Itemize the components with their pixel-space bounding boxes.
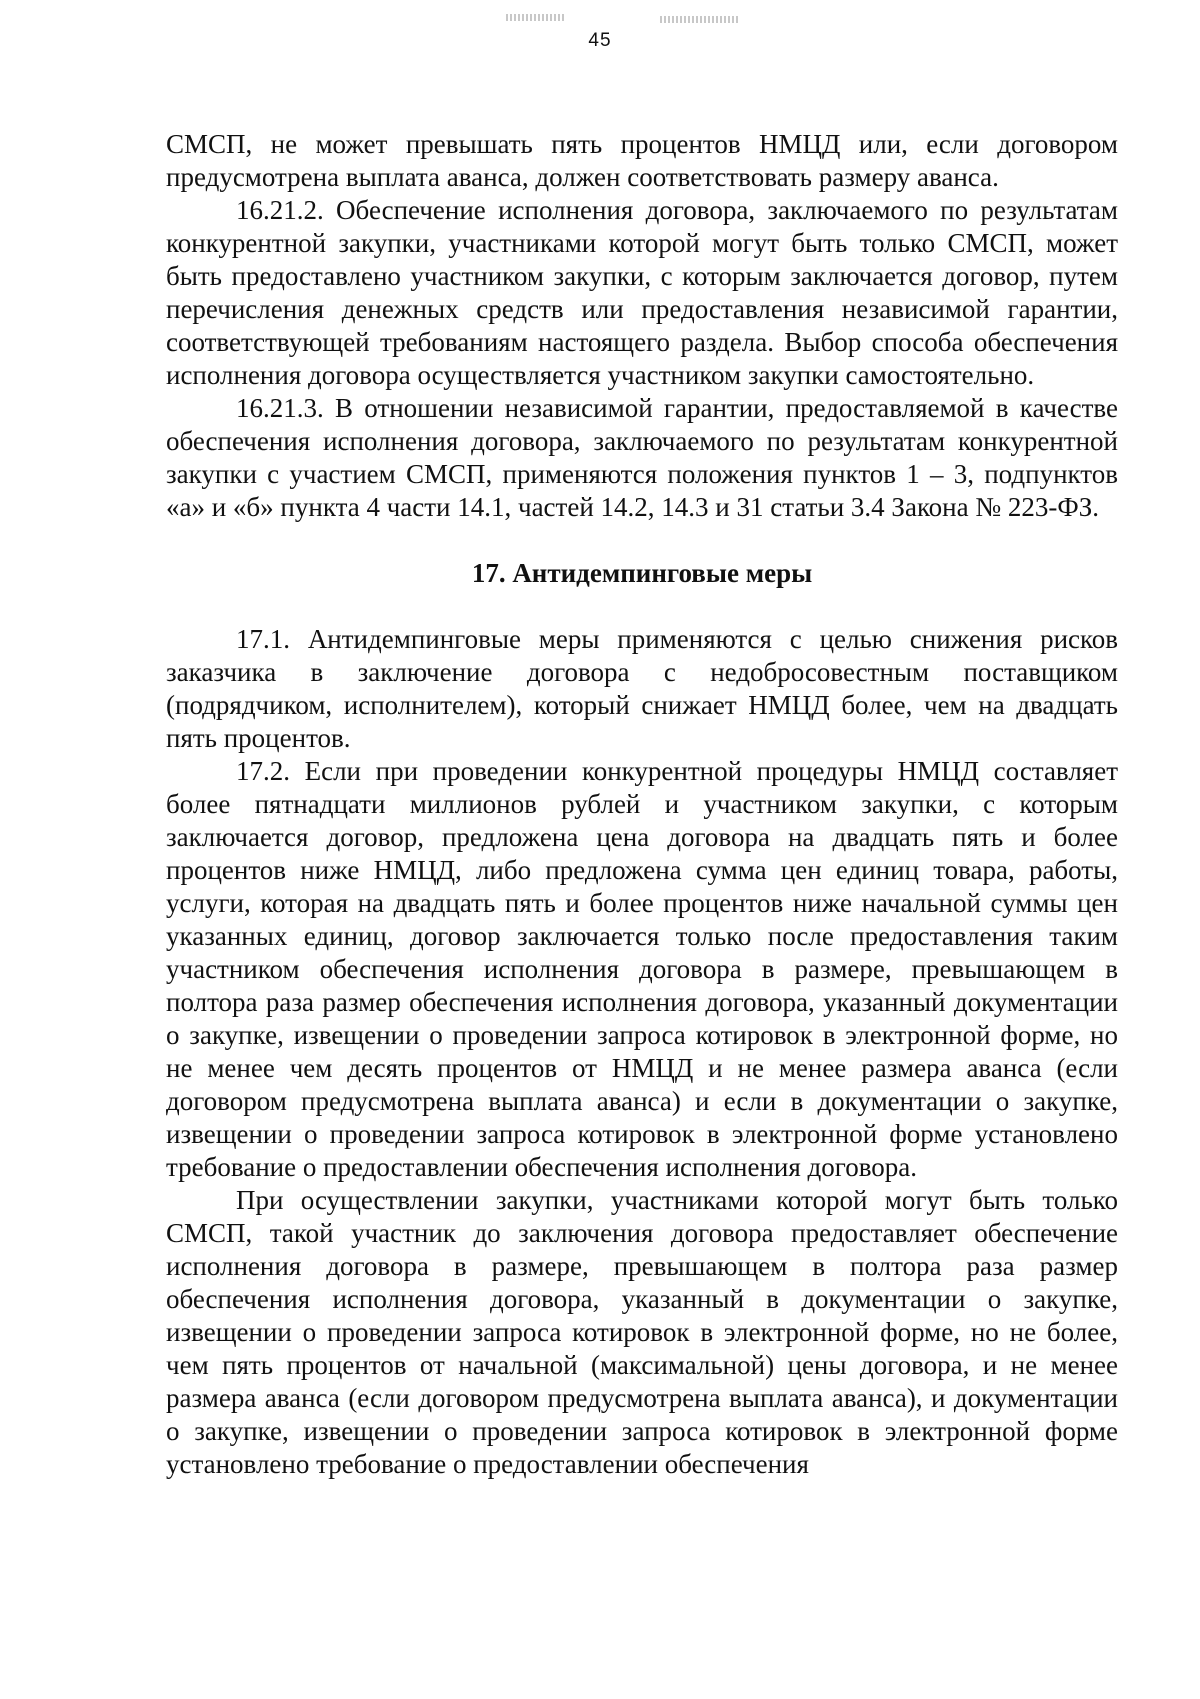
page-number: 45 bbox=[588, 30, 612, 51]
paragraph: 17.1. Антидемпинговые меры применяются с целью снижения рисков заказчика в заключение договора с недобросовестным поставщиком (подрядчиком, исполнителем), который снижает НМЦД более, чем на двадцать пять процентов. bbox=[166, 624, 1118, 753]
paragraph: 16.21.2. Обеспечение исполнения договора, заключаемого по результатам конкурентной закупки, участниками которой могут быть только СМСП, может быть предоставлено участником закупки, с которым заключается договор, путем перечисления денежных средств или предоставления независимой гарантии, соответствующей требованиям настоящего раздела. Выбор способа обеспечения исполнения договора осуществляется участником закупки самостоятельно. bbox=[166, 195, 1118, 390]
scan-artifact bbox=[506, 14, 566, 21]
section-heading: 17. Антидемпинговые меры bbox=[471, 558, 813, 588]
paragraph: 17.2. Если при проведении конкурентной процедуры НМЦД составляет более пятнадцати миллионов рублей и участником закупки, с которым заключается договор, предложена цена договора на двадцать пять и более процентов ниже НМЦД, либо предложена сумма цен единиц товара, работы, услуги, которая на двадцать пять и более процентов ниже начальной суммы цен указанных единиц, договор заключается только после предоставления таким участником обеспечения исполнения договора в размере, превышающем в полтора раза размер обеспечения исполнения договора, указанный документации о закупке, извещении о проведении запроса котировок в электронной форме, но не менее чем десять процентов от НМЦД и не менее размера аванса (если договором предусмотрена выплата аванса) и если в документации о закупке, извещении о проведении запроса котировок в электронной форме установлено требование о предоставлении обеспечения исполнения договора. bbox=[166, 756, 1118, 1182]
document-body bbox=[166, 128, 1118, 1481]
paragraph: 16.21.3. В отношении независимой гарантии, предоставляемой в качестве обеспечения исполнения договора, заключаемого по результатам конкурентной закупки с участием СМСП, применяются положения пунктов 1 – 3, подпунктов «а» и «б» пункта 4 части 14.1, частей 14.2, 14.3 и 31 статьи 3.4 Закона № 223-ФЗ. bbox=[166, 393, 1118, 522]
scan-artifact bbox=[660, 16, 740, 23]
paragraph: СМСП, не может превышать пять процентов НМЦД или, если договором предусмотрена выплата аванса, должен соответствовать размеру аванса. bbox=[166, 129, 1118, 192]
paragraph: При осуществлении закупки, участниками которой могут быть только СМСП, такой участник до заключения договора предоставляет обеспечение исполнения договора в размере, превышающем в полтора раза размер обеспечения исполнения договора, указанный в документации о закупке, извещении о проведении запроса котировок в электронной форме, но не более, чем пять процентов от начальной (максимальной) цены договора, и не менее размера аванса (если договором предусмотрена выплата аванса), и документации о закупке, извещении о проведении запроса котировок в электронной форме установлено требование о предоставлении обеспечения bbox=[166, 1185, 1118, 1479]
